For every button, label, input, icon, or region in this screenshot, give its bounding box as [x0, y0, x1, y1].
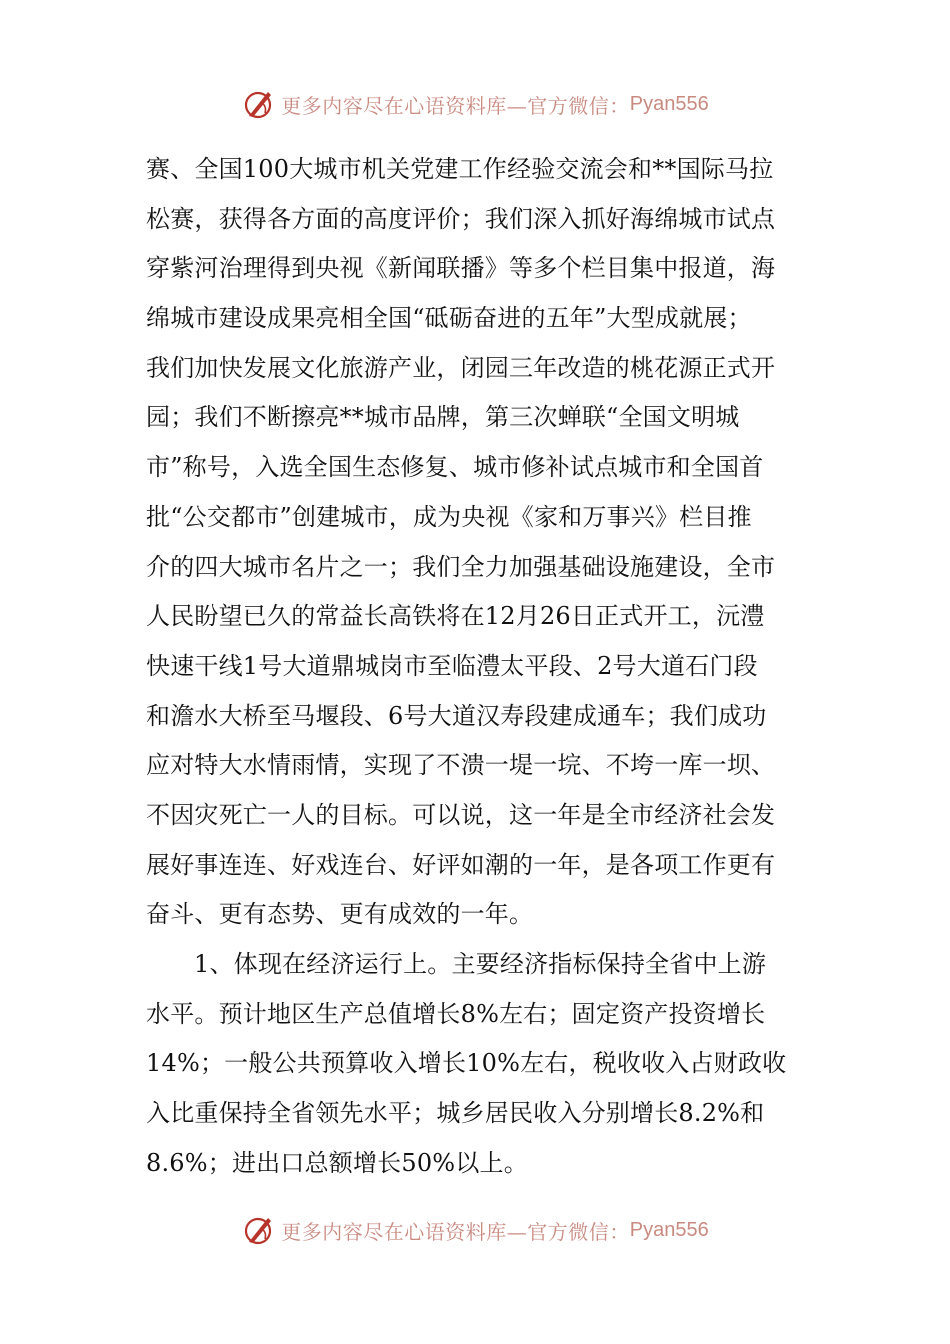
text-line: 绵城市建设成果亮相全国“砥砺奋进的五年”大型成就展； — [146, 304, 752, 333]
text-line: 应对特大水情雨情，实现了不溃一堤一垸、不垮一库一坝、 — [146, 751, 776, 780]
document-body — [146, 145, 816, 1188]
text-line: 介的四大城市名片之一；我们全力加强基础设施建设，全市 — [146, 552, 776, 581]
banner-brand: Pyan556 — [629, 1218, 709, 1241]
header-watermark-banner — [0, 84, 950, 124]
text-line: 穿紫河治理得到央视《新闻联播》等多个栏目集中报道，海 — [146, 254, 776, 283]
text-line: 松赛，获得各方面的高度评价；我们深入抓好海绵城市试点 — [146, 204, 776, 233]
quill-logo-icon — [241, 1212, 277, 1248]
footer-watermark-banner — [0, 1210, 950, 1250]
text-line: 人民盼望已久的常益长高铁将在12月26日正式开工，沅澧 — [146, 602, 765, 631]
text-line: 我们加快发展文化旅游产业，闭园三年改造的桃花源正式开 — [146, 353, 776, 382]
text-line: 市”称号，入选全国生态修复、城市修补试点城市和全国首 — [146, 453, 764, 482]
paragraph-1 — [146, 145, 816, 940]
text-line: 水平。预计地区生产总值增长8%左右；固定资产投资增长 — [146, 999, 766, 1028]
text-line: 8.6%；进出口总额增长50%以上。 — [146, 1148, 528, 1177]
text-line: 批“公交都市”创建城市，成为央视《家和万事兴》栏目推 — [146, 502, 752, 531]
paragraph-2 — [146, 940, 816, 1188]
banner-text: 更多内容尽在心语资料库—官方微信： — [281, 93, 630, 118]
text-line: 园；我们不断擦亮**城市品牌，第三次蝉联“全国文明城 — [146, 403, 740, 432]
text-line: 奋斗、更有态势、更有成效的一年。 — [146, 900, 534, 929]
quill-logo-icon — [241, 86, 277, 122]
text-line: 不因灾死亡一人的目标。可以说，这一年是全市经济社会发 — [146, 800, 776, 829]
banner-text: 更多内容尽在心语资料库—官方微信： — [281, 1219, 630, 1244]
text-line: 展好事连连、好戏连台、好评如潮的一年，是各项工作更有 — [146, 850, 776, 879]
text-line: 14%；一般公共预算收入增长10%左右，税收收入占财政收 — [146, 1049, 787, 1078]
text-line: 快速干线1号大道鼎城岗市至临澧太平段、2号大道石门段 — [146, 651, 758, 680]
text-line: 赛、全国100大城市机关党建工作经验交流会和**国际马拉 — [146, 155, 774, 183]
banner-brand: Pyan556 — [629, 92, 709, 115]
text-line: 1、体现在经济运行上。主要经济指标保持全省中上游 — [194, 950, 767, 978]
text-line: 入比重保持全省领先水平；城乡居民收入分别增长8.2%和 — [146, 1099, 765, 1128]
text-line: 和澹水大桥至马堰段、6号大道汉寿段建成通车；我们成功 — [146, 701, 767, 730]
